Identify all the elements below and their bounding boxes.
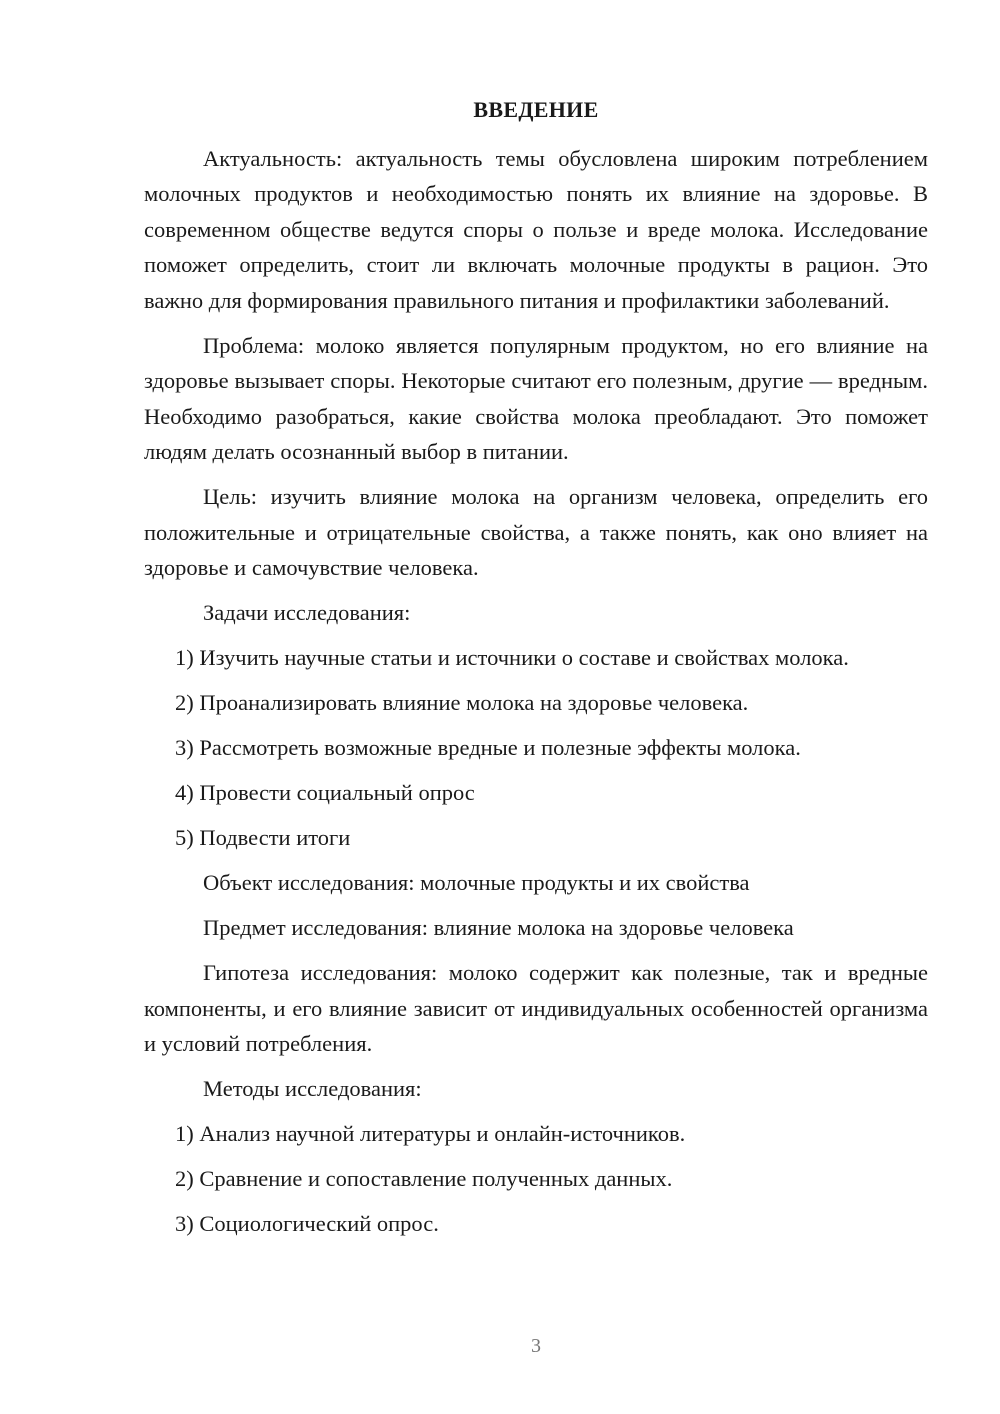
hypothesis-paragraph: Гипотеза исследования: молоко содержит как полезные, так и вредные компоненты, и его влияние зависит от индивидуальных особенностей организма и условий потребления. <box>144 960 928 1056</box>
section-heading: ВВЕДЕНИЕ <box>473 97 599 122</box>
relevance-paragraph: Актуальность: актуальность темы обусловлена широким потреблением молочных продуктов и необходимостью понять их влияние на здоровье. В современном обществе ведутся споры о пользе и вреде молока. Исследование поможет определить, стоит ли включать молочные продукты в рацион. Это важно для формирования правильного питания и профилактики заболеваний. <box>144 145 928 313</box>
problem-paragraph: Проблема: молоко является популярным продуктом, но его влияние на здоровье вызывает споры. Некоторые считают его полезным, другие — вредным. Необходимо разобраться, какие свойства молока преобладают. Это поможет людям делать осознанный выбор в питании. <box>144 332 928 464</box>
tasks-title: Задачи исследования: <box>203 600 411 625</box>
research-object: Объект исследования: молочные продукты и их свойства <box>203 870 750 895</box>
task-item-3: 3) Рассмотреть возможные вредные и полезные эффекты молока. <box>175 735 801 760</box>
goal-paragraph: Цель: изучить влияние молока на организм человека, определить его положительные и отрицательные свойства, а также понять, как оно влияет на здоровье и самочувствие человека. <box>144 484 928 580</box>
method-item-2: 2) Сравнение и сопоставление полученных данных. <box>175 1166 673 1191</box>
method-item-3: 3) Социологический опрос. <box>175 1211 439 1236</box>
page-content <box>144 92 928 1251</box>
methods-title: Методы исследования: <box>203 1076 422 1101</box>
task-item-4: 4) Провести социальный опрос <box>175 780 475 805</box>
page-number: 3 <box>531 1335 541 1357</box>
task-item-2: 2) Проанализировать влияние молока на здоровье человека. <box>175 690 749 715</box>
task-item-5: 5) Подвести итоги <box>175 825 351 850</box>
task-item-1: 1) Изучить научные статьи и источники о составе и свойствах молока. <box>175 645 849 670</box>
research-subject: Предмет исследования: влияние молока на здоровье человека <box>203 915 794 940</box>
method-item-1: 1) Анализ научной литературы и онлайн-источников. <box>175 1121 686 1146</box>
